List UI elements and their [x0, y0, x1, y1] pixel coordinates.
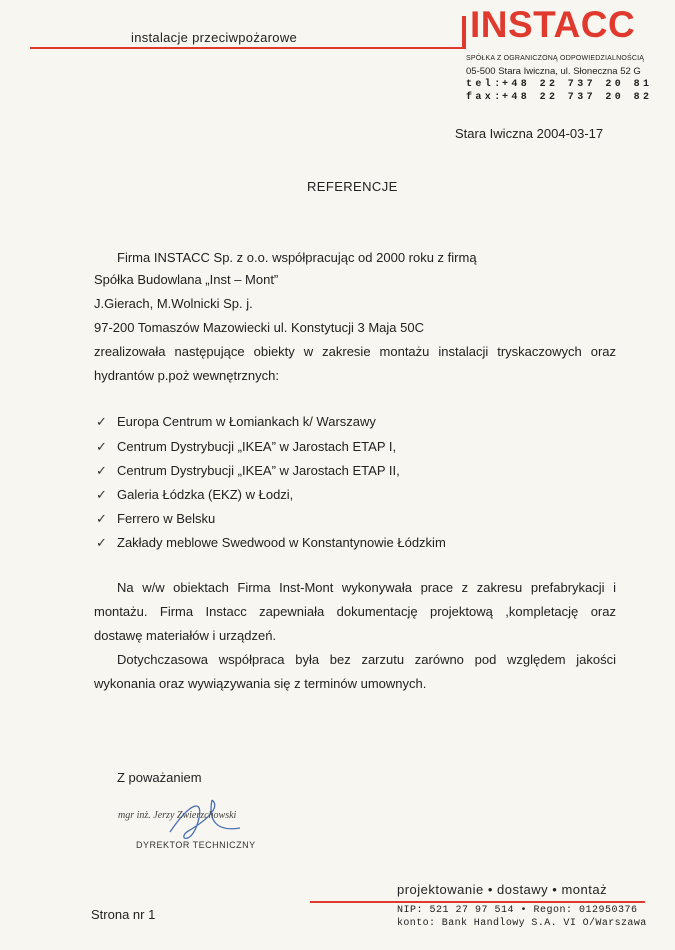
- company-form: SPÓŁKA Z OGRANICZONĄ ODPOWIEDZIALNOŚCIĄ: [466, 55, 645, 62]
- intro-wrap-line: zrealizowała następujące obiekty w zakresie montażu instalacji tryskaczowych oraz: [94, 344, 616, 359]
- check-icon: ✓: [96, 535, 107, 550]
- check-icon: ✓: [96, 511, 107, 526]
- list-item-label: Zakłady meblowe Swedwood w Konstantynowie Łódzkim: [117, 535, 446, 550]
- body-line: montażu. Firma Instacc zapewniała dokumentację projektową ,kompletację oraz: [94, 604, 616, 619]
- company-address: 05-500 Stara Iwiczna, ul. Słoneczna 52 G: [466, 66, 641, 77]
- fax-line: [466, 92, 652, 103]
- intro-wrap-line: hydrantów p.poż wewnętrznych:: [94, 368, 279, 383]
- list-item-label: Ferrero w Belsku: [117, 511, 216, 526]
- header-rule: [30, 47, 466, 49]
- intro-line: Spółka Budowlana „Inst – Mont”: [94, 272, 279, 287]
- footer-rule: [310, 901, 645, 903]
- tel-label: tel:: [466, 79, 504, 90]
- logo-bar: [462, 16, 466, 48]
- list-item-label: Galeria Łódzka (EKZ) w Łodzi,: [117, 487, 294, 502]
- body-line: wykonania oraz wywiązywania się z terminów umownych.: [94, 676, 427, 691]
- list-item: [96, 414, 376, 430]
- list-item-label: Centrum Dystrybucji „IKEA” w Jarostach ETAP II,: [117, 463, 400, 478]
- footer-bank: konto: Bank Handlowy S.A. VI O/Warszawa: [397, 918, 647, 929]
- check-icon: ✓: [96, 487, 107, 502]
- list-item: [96, 463, 400, 479]
- check-icon: ✓: [96, 439, 107, 454]
- signature-stamp: mgr inż. Jerzy Zwierzchowski: [118, 810, 237, 821]
- body-line: Dotychczasowa współpraca była bez zarzutu zarówno pod względem jakości: [117, 652, 616, 667]
- closing: Z poważaniem: [117, 770, 202, 785]
- letter-date: Stara Iwiczna 2004-03-17: [455, 126, 604, 141]
- intro-line: Firma INSTACC Sp. z o.o. współpracując od 2000 roku z firmą: [117, 250, 477, 265]
- fax-value: +48 22 737 20 82: [502, 92, 653, 103]
- tel-value: +48 22 737 20 81: [502, 79, 653, 90]
- list-item: [96, 487, 293, 503]
- footer-tagline: projektowanie • dostawy • montaż: [397, 882, 608, 897]
- intro-line: 97-200 Tomaszów Mazowiecki ul. Konstytucji 3 Maja 50C: [94, 320, 424, 335]
- page-number: Strona nr 1: [91, 907, 156, 922]
- list-item: [96, 439, 396, 455]
- body-line: dostawę materiałów i urządzeń.: [94, 628, 277, 643]
- signature-role: DYREKTOR TECHNICZNY: [136, 840, 256, 850]
- list-item-label: Europa Centrum w Łomiankach k/ Warszawy: [117, 414, 376, 429]
- letter-title: REFERENCJE: [307, 179, 398, 194]
- company-logo: INSTACC: [470, 4, 636, 45]
- fax-label: fax:: [466, 92, 504, 103]
- footer-nip: NIP: 521 27 97 514 • Regon: 012950376: [397, 905, 638, 916]
- list-item: [96, 535, 446, 551]
- tel-line: [466, 79, 652, 90]
- intro-line: J.Gierach, M.Wolnicki Sp. j.: [94, 296, 253, 311]
- body-line: Na w/w obiektach Firma Inst-Mont wykonywała prace z zakresu prefabrykacji i: [117, 580, 616, 595]
- check-icon: ✓: [96, 414, 107, 429]
- check-icon: ✓: [96, 463, 107, 478]
- list-item: [96, 511, 215, 527]
- header-tagline: instalacje przeciwpożarowe: [131, 30, 298, 45]
- list-item-label: Centrum Dystrybucji „IKEA” w Jarostach ETAP I,: [117, 439, 397, 454]
